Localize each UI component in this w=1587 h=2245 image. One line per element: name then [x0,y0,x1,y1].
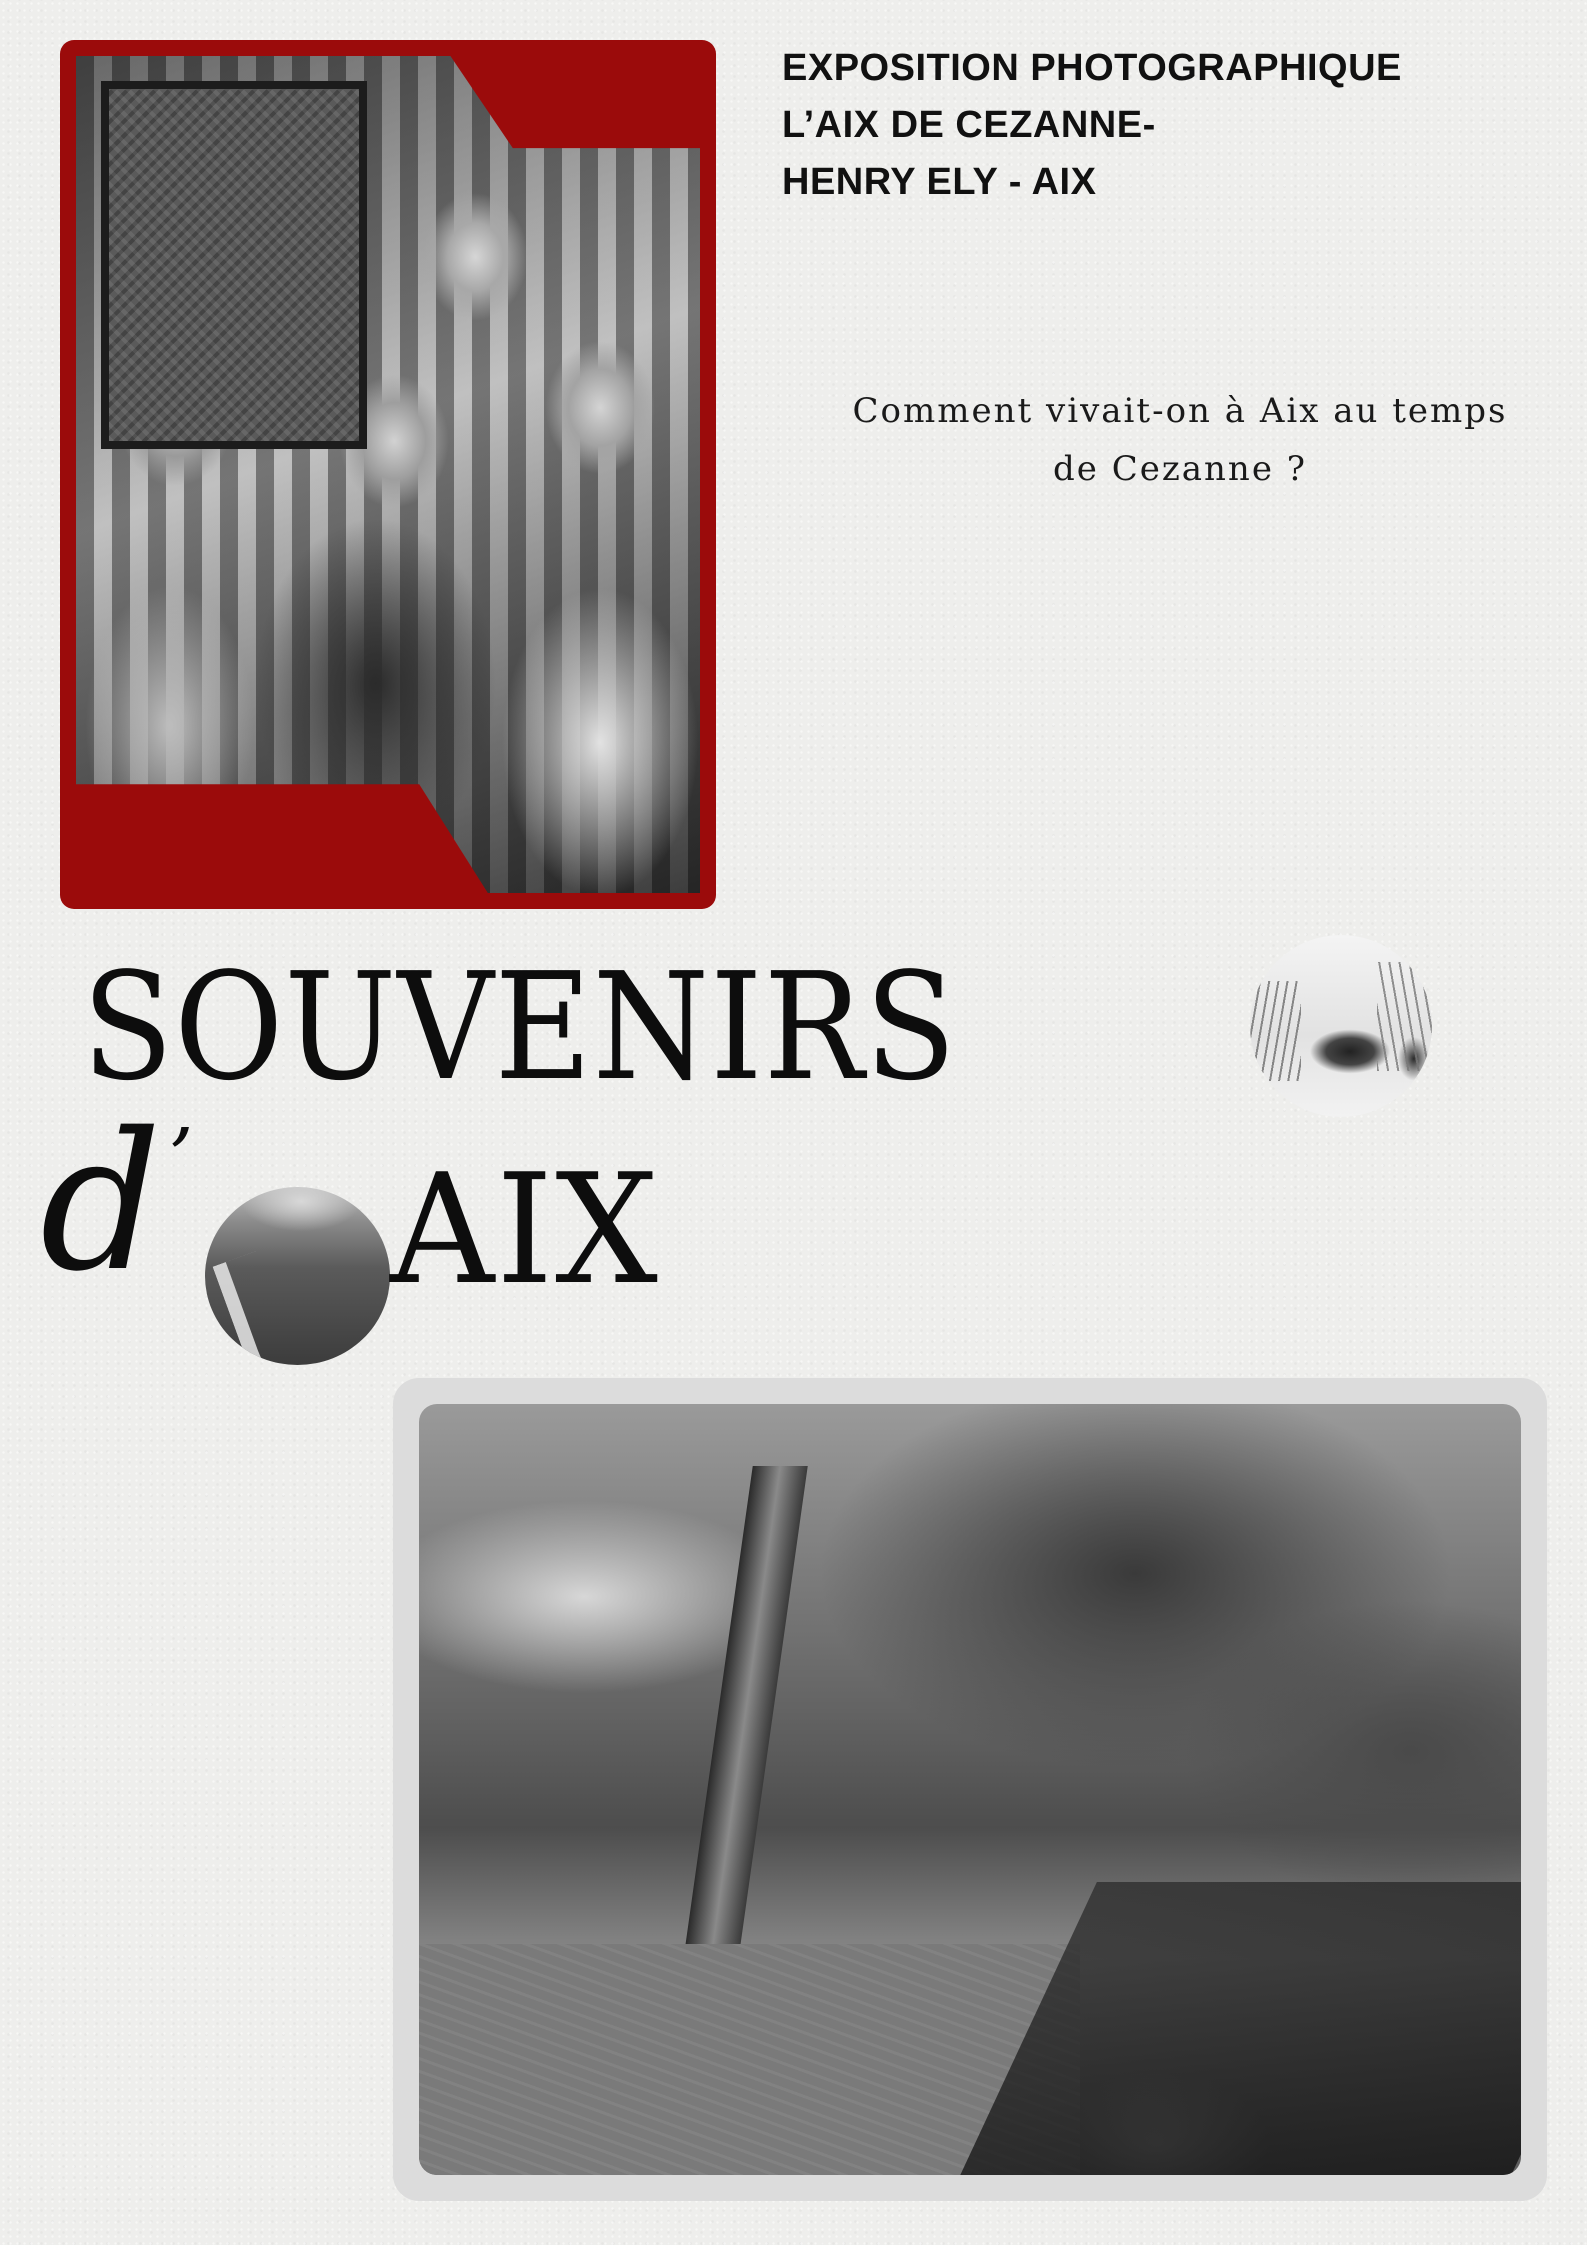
washerwomen-photo-frame [393,1378,1547,2201]
title-apostrophe: ’ [168,1111,194,1204]
exhibition-title [782,40,1542,211]
title-script-d: d [40,1092,162,1313]
cafe-group-photo [76,56,700,893]
tagline-line-1: Comment vivait-on à Aix au temps [852,391,1508,431]
carriage-photo-trees-left [1250,981,1301,1081]
tagline-line-2: de Cezanne ? [1053,449,1307,489]
red-photo-frame [60,40,716,909]
photo-stream [953,1882,1521,2175]
washerwomen-photo [419,1404,1521,2175]
carriage-round-photo [1250,935,1432,1117]
carriage-photo-trees-right [1377,962,1432,1071]
photo-tree-trunk [681,1466,808,1975]
road-round-photo [205,1187,390,1365]
exhibition-title-line-3: HENRY ELY - AIX [782,161,1097,203]
exhibition-title-line-2: L’AIX DE CEZANNE- [782,104,1156,146]
road-photo-path [213,1218,390,1365]
tagline [790,382,1570,498]
title-souvenirs: SOUVENIRS [82,941,957,1113]
photo-window [101,81,367,449]
exhibition-title-line-1: EXPOSITION PHOTOGRAPHIQUE [782,47,1402,89]
title-aix: AIX [390,1141,660,1318]
